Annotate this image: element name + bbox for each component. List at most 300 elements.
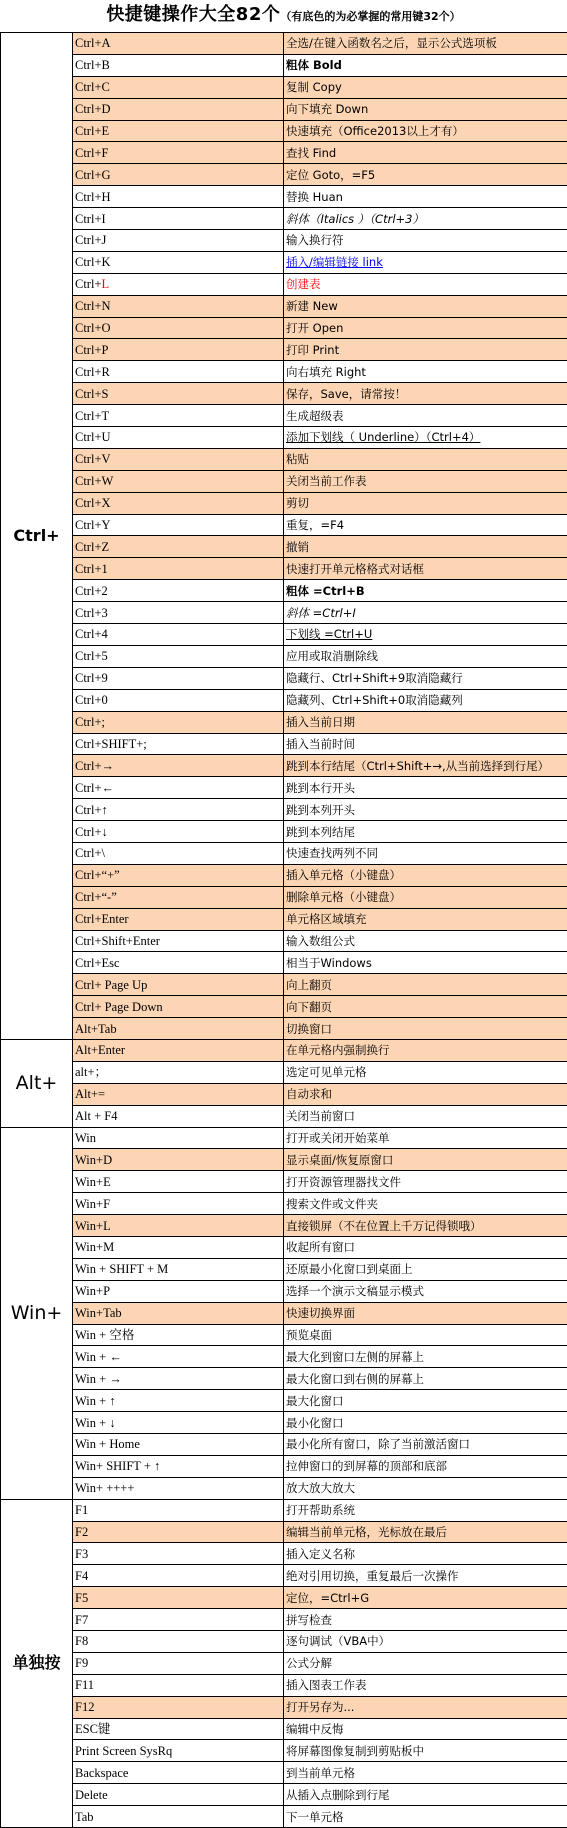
shortcut-key-text: Ctrl+↓ (75, 825, 108, 839)
shortcut-row (1, 1806, 567, 1828)
shortcut-description (284, 295, 567, 317)
shortcut-key (73, 317, 284, 339)
shortcut-key (73, 930, 284, 952)
shortcut-key-text: Win (75, 1131, 96, 1145)
shortcut-description (284, 1390, 567, 1412)
shortcut-row (1, 842, 567, 864)
shortcut-description-text: 跳到本列结尾 (286, 825, 355, 839)
shortcut-description-text: 查找 Find (286, 146, 336, 160)
shortcut-key-text: Ctrl+SHIFT+; (75, 737, 147, 751)
shortcut-key (73, 886, 284, 908)
shortcut-description (284, 842, 567, 864)
shortcut-row (1, 1390, 567, 1412)
shortcut-description-text: 跳到本列开头 (286, 803, 355, 817)
shortcut-key-text: Win+E (75, 1175, 111, 1189)
shortcut-key (73, 1390, 284, 1412)
title-subtitle: （有底色的为必掌握的常用键32个） (280, 10, 460, 23)
shortcut-key-text: Ctrl+4 (75, 627, 108, 641)
shortcut-table (0, 32, 567, 1828)
shortcut-key-text: Win+ ++++ (75, 1481, 134, 1495)
shortcut-row (1, 448, 567, 470)
shortcut-key-text: Alt + F4 (75, 1109, 117, 1123)
shortcut-row (1, 1018, 567, 1040)
shortcut-key-text: Ctrl+“-” (75, 890, 117, 904)
shortcut-key (73, 908, 284, 930)
shortcut-key-text: Ctrl+↑ (75, 803, 108, 817)
shortcut-key-text: Ctrl+K (75, 255, 111, 269)
shortcut-key-text: Ctrl+C (75, 80, 110, 94)
shortcut-description (284, 996, 567, 1018)
shortcut-key-text: F4 (75, 1569, 88, 1583)
shortcut-key (73, 186, 284, 208)
shortcut-description-text: 将屏幕图像复制到剪贴板中 (286, 1744, 424, 1758)
shortcut-key-text: Win+Tab (75, 1306, 122, 1320)
shortcut-key-text: F2 (75, 1525, 88, 1539)
shortcut-key (73, 1587, 284, 1609)
shortcut-description (284, 558, 567, 580)
shortcut-row (1, 427, 567, 449)
shortcut-row (1, 514, 567, 536)
shortcut-row (1, 142, 567, 164)
shortcut-description-text: 插入单元格（小键盘） (286, 868, 401, 882)
shortcut-row (1, 908, 567, 930)
shortcut-key-text: F12 (75, 1700, 94, 1714)
shortcut-description (284, 1499, 567, 1521)
shortcut-description (284, 1434, 567, 1456)
shortcut-description (284, 361, 567, 383)
shortcut-row (1, 996, 567, 1018)
shortcut-key-text: Ctrl+9 (75, 671, 108, 685)
shortcut-description (284, 1083, 567, 1105)
shortcut-key-text: Ctrl+L (75, 277, 109, 291)
shortcut-description-text: 公式分解 (286, 1656, 332, 1670)
shortcut-key (73, 1324, 284, 1346)
shortcut-row (1, 952, 567, 974)
shortcut-description-text: 最大化到窗口左侧的屏幕上 (286, 1350, 424, 1364)
shortcut-description (284, 864, 567, 886)
shortcut-key-text: Ctrl+P (75, 343, 108, 357)
shortcut-description (284, 1806, 567, 1828)
shortcut-key-text: Ctrl+Enter (75, 912, 129, 926)
shortcut-description (284, 1696, 567, 1718)
shortcut-key (73, 339, 284, 361)
shortcut-row (1, 536, 567, 558)
shortcut-description (284, 1236, 567, 1258)
shortcut-key-text: Win + → (75, 1372, 122, 1386)
shortcut-description (284, 908, 567, 930)
shortcut-description-text: 打开帮助系统 (286, 1503, 355, 1517)
shortcut-key (73, 1039, 284, 1061)
shortcut-description (284, 777, 567, 799)
shortcut-key (73, 273, 284, 295)
shortcut-key-text: Ctrl+O (75, 321, 111, 335)
shortcut-description (284, 1018, 567, 1040)
shortcut-key-text: Ctrl+H (75, 190, 111, 204)
shortcut-description-text: 最小化窗口 (286, 1416, 344, 1430)
shortcut-description-text: 新建 New (286, 299, 338, 313)
shortcut-key (73, 427, 284, 449)
shortcut-key-text: F8 (75, 1634, 88, 1648)
shortcut-row (1, 1543, 567, 1565)
shortcut-key (73, 383, 284, 405)
shortcut-description (284, 1039, 567, 1061)
shortcut-key (73, 33, 284, 55)
shortcut-key-text: Ctrl+S (75, 387, 108, 401)
shortcut-description (284, 427, 567, 449)
shortcut-description-text: 粘贴 (286, 452, 309, 466)
shortcut-key (73, 580, 284, 602)
shortcut-key (73, 1674, 284, 1696)
shortcut-description-text: 下划线 =Ctrl+U (286, 627, 372, 641)
shortcut-row (1, 1193, 567, 1215)
shortcut-description (284, 1171, 567, 1193)
shortcut-row (1, 711, 567, 733)
shortcut-description-text: 逐句调试（VBA中） (286, 1634, 390, 1648)
shortcut-description-text: 打开另存为... (286, 1700, 354, 1714)
shortcut-row (1, 470, 567, 492)
shortcut-key (73, 1258, 284, 1280)
shortcut-row (1, 821, 567, 843)
shortcut-description-text: 定位 Goto，=F5 (286, 168, 375, 182)
shortcut-description (284, 1740, 567, 1762)
shortcut-key-text: Ctrl+F (75, 146, 108, 160)
shortcut-key-text: Win+ SHIFT + ↑ (75, 1459, 160, 1473)
shortcut-description-text: 插入当前时间 (286, 737, 355, 751)
shortcut-description (284, 1543, 567, 1565)
shortcut-description (284, 1346, 567, 1368)
shortcut-key (73, 755, 284, 777)
shortcut-description (284, 1127, 567, 1149)
shortcut-row (1, 54, 567, 76)
shortcut-row (1, 1784, 567, 1806)
shortcut-description-text: 快速打开单元格格式对话框 (286, 562, 424, 576)
shortcut-row (1, 1061, 567, 1083)
shortcut-key-text: Win+F (75, 1197, 110, 1211)
shortcut-row (1, 667, 567, 689)
shortcut-description-text: 搜索文件或文件夹 (286, 1197, 378, 1211)
shortcut-description (284, 952, 567, 974)
shortcut-row (1, 930, 567, 952)
shortcut-description (284, 1061, 567, 1083)
shortcut-key-text: Ctrl+5 (75, 649, 108, 663)
shortcut-key (73, 1696, 284, 1718)
shortcut-key-text: Win + ↑ (75, 1394, 116, 1408)
shortcut-description (284, 273, 567, 295)
shortcut-key (73, 1412, 284, 1434)
shortcut-row (1, 799, 567, 821)
shortcut-key-text: Ctrl+T (75, 409, 109, 423)
group-label: 单独按 (1, 1499, 73, 1827)
shortcut-description-text: 快速查找两列不同 (286, 846, 378, 860)
shortcut-description (284, 602, 567, 624)
shortcut-key-text: Ctrl+A (75, 36, 111, 50)
shortcut-key (73, 1740, 284, 1762)
shortcut-row (1, 1258, 567, 1280)
shortcut-key (73, 645, 284, 667)
shortcut-key (73, 98, 284, 120)
shortcut-row (1, 1368, 567, 1390)
shortcut-key-text: Alt+= (75, 1087, 105, 1101)
shortcut-key (73, 952, 284, 974)
shortcut-key-text: ESC键 (75, 1722, 110, 1736)
shortcut-key-text: Alt+Enter (75, 1043, 125, 1057)
shortcut-key (73, 361, 284, 383)
insert-link-text[interactable]: 插入/编辑链接 link (286, 255, 383, 269)
group-label: Win+ (1, 1127, 73, 1499)
shortcut-row (1, 864, 567, 886)
shortcut-key (73, 1784, 284, 1806)
shortcut-description (284, 1652, 567, 1674)
shortcut-row (1, 120, 567, 142)
shortcut-description (284, 1455, 567, 1477)
shortcut-row (1, 1171, 567, 1193)
shortcut-description (284, 624, 567, 646)
shortcut-key-text: F3 (75, 1547, 88, 1561)
shortcut-description-text: 最大化窗口 (286, 1394, 344, 1408)
shortcut-key (73, 689, 284, 711)
shortcut-key-text: Ctrl+R (75, 365, 110, 379)
shortcut-key-text: Win + SHIFT + M (75, 1262, 168, 1276)
shortcut-key-text: Ctrl+G (75, 168, 111, 182)
shortcut-description-text: 粗体 =Ctrl+B (286, 584, 365, 598)
shortcut-description-text: 绝对引用切换，重复最后一次操作 (286, 1569, 459, 1583)
shortcut-row (1, 317, 567, 339)
shortcut-key-text: Ctrl+1 (75, 562, 108, 576)
shortcut-key (73, 405, 284, 427)
shortcut-description (284, 1477, 567, 1499)
shortcut-description (284, 1412, 567, 1434)
shortcut-key-text: Ctrl+0 (75, 693, 108, 707)
shortcut-key (73, 1434, 284, 1456)
shortcut-description-text: 下一单元格 (286, 1810, 344, 1824)
shortcut-key-text: Win + ← (75, 1350, 122, 1364)
shortcut-description (284, 339, 567, 361)
shortcut-row (1, 1718, 567, 1740)
shortcut-key-text: Print Screen SysRq (75, 1744, 172, 1758)
shortcut-description (284, 33, 567, 55)
shortcut-key (73, 842, 284, 864)
shortcut-description-text: 向右填充 Right (286, 365, 366, 379)
title-main: 快捷键操作大全82个 (106, 4, 280, 25)
shortcut-row (1, 733, 567, 755)
shortcut-key-text: Ctrl+\ (75, 846, 105, 860)
shortcut-description (284, 76, 567, 98)
shortcut-description (284, 689, 567, 711)
shortcut-key-text: Win + Home (75, 1437, 140, 1451)
shortcut-table-body (1, 33, 567, 1828)
shortcut-description-text: 定位，=Ctrl+G (286, 1591, 369, 1605)
shortcut-row (1, 1740, 567, 1762)
shortcut-key-text: Ctrl+U (75, 430, 111, 444)
shortcut-key (73, 1083, 284, 1105)
shortcut-description-text: 在单元格内强制换行 (286, 1043, 390, 1057)
shortcut-description-text: 打开或关闭开始菜单 (286, 1131, 390, 1145)
shortcut-key (73, 142, 284, 164)
shortcut-description (284, 470, 567, 492)
shortcut-key-text: Ctrl+← (75, 781, 114, 795)
shortcut-row (1, 98, 567, 120)
shortcut-key-text: alt+； (75, 1065, 107, 1079)
shortcut-description (284, 492, 567, 514)
shortcut-description-text: 到当前单元格 (286, 1766, 355, 1780)
shortcut-key-text: Win + 空格 (75, 1328, 134, 1342)
shortcut-row (1, 777, 567, 799)
group-label: Ctrl+ (1, 33, 73, 1040)
shortcut-key-text: Ctrl+J (75, 233, 106, 247)
shortcut-key-text: Ctrl+→ (75, 759, 114, 773)
shortcut-row (1, 1609, 567, 1631)
shortcut-description-text: 向上翻页 (286, 978, 332, 992)
shortcut-key (73, 733, 284, 755)
shortcut-key-text: Win+M (75, 1240, 114, 1254)
shortcut-description (284, 711, 567, 733)
shortcut-description-text: 插入定义名称 (286, 1547, 355, 1561)
shortcut-description (284, 1105, 567, 1127)
shortcut-description-text: 跳到本行开头 (286, 781, 355, 795)
shortcut-key-text: Ctrl+I (75, 212, 106, 226)
shortcut-description (284, 667, 567, 689)
shortcut-key (73, 799, 284, 821)
shortcut-key-text: Ctrl+3 (75, 606, 108, 620)
shortcut-key-text: Delete (75, 1788, 108, 1802)
shortcut-description (284, 1609, 567, 1631)
shortcut-key (73, 120, 284, 142)
shortcut-row (1, 1521, 567, 1543)
shortcut-key (73, 514, 284, 536)
shortcut-row (1, 273, 567, 295)
shortcut-description-text: 快速填充（Office2013以上才有） (286, 124, 464, 138)
shortcut-description (284, 1324, 567, 1346)
group-label: Alt+ (1, 1039, 73, 1127)
shortcut-key (73, 974, 284, 996)
shortcut-key-text: Ctrl+E (75, 124, 109, 138)
shortcut-key (73, 230, 284, 252)
shortcut-description (284, 1784, 567, 1806)
shortcut-row (1, 1587, 567, 1609)
shortcut-key (73, 251, 284, 273)
shortcut-row (1, 645, 567, 667)
shortcut-key (73, 1543, 284, 1565)
shortcut-row (1, 1477, 567, 1499)
shortcut-key (73, 1061, 284, 1083)
shortcut-key-text: Win+D (75, 1153, 112, 1167)
shortcut-description (284, 1215, 567, 1237)
shortcut-description (284, 733, 567, 755)
shortcut-description-text: 输入换行符 (286, 233, 344, 247)
shortcut-key (73, 536, 284, 558)
shortcut-key (73, 1127, 284, 1149)
shortcut-key-text: Ctrl+ Page Up (75, 978, 147, 992)
shortcut-description (284, 1521, 567, 1543)
shortcut-row (1, 1346, 567, 1368)
shortcut-row (1, 1280, 567, 1302)
shortcut-key (73, 1565, 284, 1587)
shortcut-description-text: 编辑当前单元格，光标放在最后 (286, 1525, 447, 1539)
shortcut-description (284, 886, 567, 908)
shortcut-description (284, 974, 567, 996)
shortcut-key (73, 864, 284, 886)
shortcut-description-text: 相当于Windows (286, 956, 372, 970)
shortcut-description (284, 98, 567, 120)
shortcut-description-text: 预览桌面 (286, 1328, 332, 1342)
shortcut-key (73, 1171, 284, 1193)
shortcut-description (284, 755, 567, 777)
shortcut-description-text: 切换窗口 (286, 1022, 332, 1036)
shortcut-row (1, 361, 567, 383)
shortcut-description-text: 选择一个演示文稿显示模式 (286, 1284, 424, 1298)
shortcut-row (1, 1324, 567, 1346)
shortcut-key (73, 711, 284, 733)
shortcut-row (1, 558, 567, 580)
shortcut-description (284, 514, 567, 536)
shortcut-key (73, 1236, 284, 1258)
shortcut-key-text: F1 (75, 1503, 88, 1517)
shortcut-key (73, 1609, 284, 1631)
shortcut-description-text: 显示桌面/恢复原窗口 (286, 1153, 393, 1167)
shortcut-key (73, 1368, 284, 1390)
shortcut-row (1, 230, 567, 252)
shortcut-row (1, 1149, 567, 1171)
shortcut-description-text: 拉伸窗口的到屏幕的顶部和底部 (286, 1459, 447, 1473)
shortcut-row (1, 186, 567, 208)
shortcut-key (73, 1718, 284, 1740)
shortcut-description-text: 向下翻页 (286, 1000, 332, 1014)
shortcut-description-text: 撤销 (286, 540, 309, 554)
shortcut-row (1, 164, 567, 186)
shortcut-key-text: Ctrl+N (75, 299, 111, 313)
shortcut-key-text: Ctrl+; (75, 715, 105, 729)
shortcut-key (73, 1455, 284, 1477)
page-title (0, 0, 567, 32)
shortcut-description (284, 1674, 567, 1696)
shortcut-key (73, 76, 284, 98)
shortcut-key-text: Ctrl+B (75, 58, 110, 72)
shortcut-description (284, 1280, 567, 1302)
shortcut-description (284, 1762, 567, 1784)
shortcut-key (73, 777, 284, 799)
shortcut-key (73, 164, 284, 186)
shortcut-key (73, 1302, 284, 1324)
shortcut-row (1, 624, 567, 646)
shortcut-key-text: Ctrl+2 (75, 584, 108, 598)
shortcut-key (73, 1149, 284, 1171)
shortcut-description (284, 230, 567, 252)
shortcut-key (73, 1346, 284, 1368)
shortcut-key (73, 208, 284, 230)
shortcut-row (1, 1083, 567, 1105)
shortcut-description-text: 打开资源管理器找文件 (286, 1175, 401, 1189)
shortcut-key (73, 1018, 284, 1040)
shortcut-description-text: 删除单元格（小键盘） (286, 890, 401, 904)
shortcut-description-text: 创建表 (286, 277, 321, 291)
shortcut-row (1, 1631, 567, 1653)
shortcut-description-text: 跳到本行结尾（Ctrl+Shift+→,从当前选择到行尾） (286, 759, 549, 773)
shortcut-key-text: Win + ↓ (75, 1416, 116, 1430)
shortcut-key-text: F5 (75, 1591, 88, 1605)
shortcut-key (73, 54, 284, 76)
shortcut-key (73, 1280, 284, 1302)
shortcut-description-text: 剪切 (286, 496, 309, 510)
shortcut-row (1, 405, 567, 427)
shortcut-row (1, 383, 567, 405)
shortcut-row (1, 295, 567, 317)
shortcut-key (73, 996, 284, 1018)
shortcut-description[interactable] (284, 251, 567, 273)
shortcut-key-text: Win+L (75, 1219, 111, 1233)
shortcut-key (73, 1499, 284, 1521)
shortcut-key (73, 295, 284, 317)
shortcut-row (1, 1674, 567, 1696)
